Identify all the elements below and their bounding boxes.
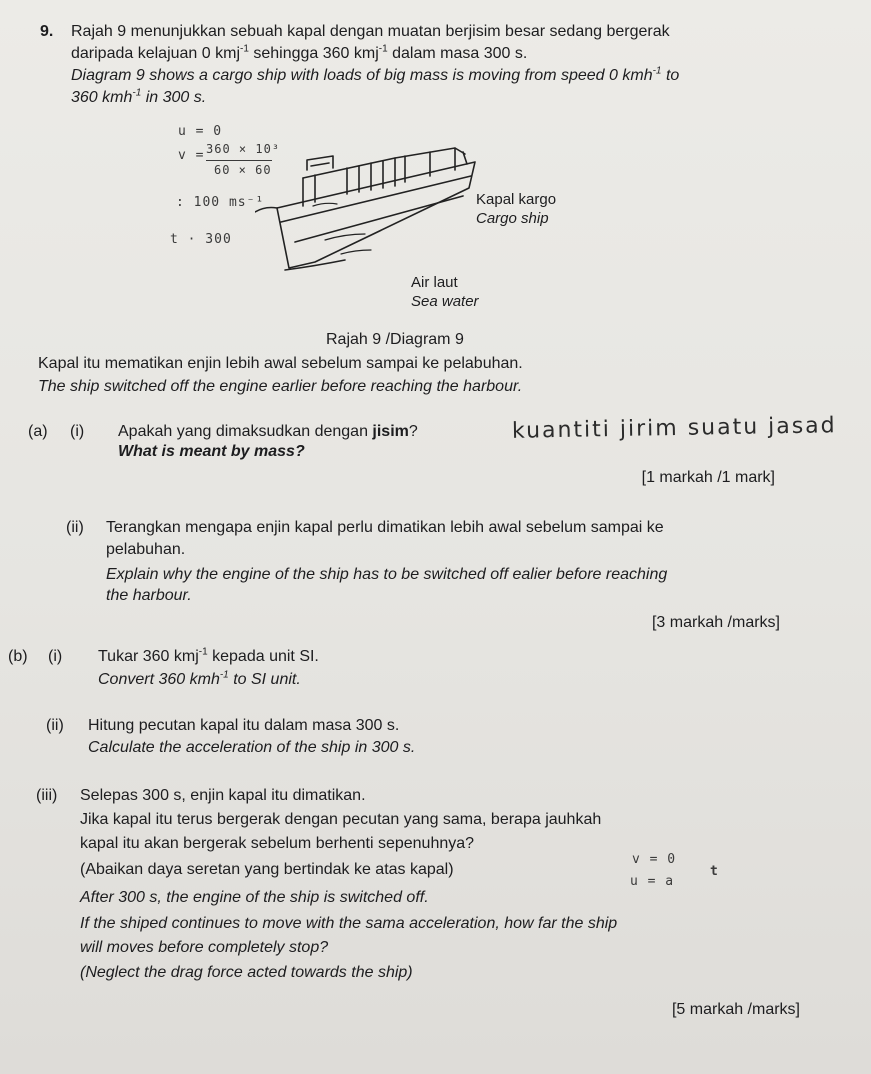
context-malay: Kapal itu mematikan enjin lebih awal sebelum sampai ke pelabuhan.	[38, 355, 523, 372]
part-b-iii-marks: [5 markah /marks]	[671, 1001, 800, 1018]
intro-malay-line-2: daripada kelajuan 0 kmj$^{-1}$ sehingga 360 kmj$^{-1}$ dalam masa 300 s.	[71, 43, 528, 62]
part-b-iii-malay-1: Selepas 300 s, enjin kapal itu dimatikan.	[80, 787, 366, 804]
part-a-ii-english-1: Explain why the engine of the ship has to be switched off ealier before reaching	[106, 566, 668, 583]
part-b-iii-label: (iii)	[36, 787, 58, 804]
part-b-ii-english: Calculate the acceleration of the ship in 300 s.	[88, 739, 416, 756]
handwritten-v-zero: v = 0	[632, 852, 677, 867]
part-a-i-label: (i)	[70, 423, 85, 440]
part-b-ii-label: (ii)	[46, 717, 64, 734]
part-b-i-english: Convert 360 kmh$^{-1}$ to SI unit.	[98, 669, 301, 688]
diagram-caption: Rajah 9 /Diagram 9	[326, 331, 464, 348]
handwritten-v-denominator: 60 × 60	[214, 163, 272, 177]
part-a-i-english: What is meant by mass?	[118, 443, 305, 460]
part-a-ii-malay-1: Terangkan mengapa enjin kapal perlu dimatikan lebih awal sebelum sampai ke	[106, 519, 664, 536]
part-b-iii-english-2: If the shiped continues to move with the sama acceleration, how far the ship	[80, 915, 618, 932]
part-b-iii-english-4: (Neglect the drag force acted towards the ship)	[80, 964, 413, 981]
part-b-i-label: (i)	[48, 648, 63, 665]
handwritten-answer-mass: kuantiti jirim suatu jasad	[511, 413, 837, 444]
handwritten-u-equals-a: u = a	[630, 874, 675, 889]
handwritten-t: t	[710, 864, 719, 879]
part-b-iii-malay-4: (Abaikan daya seretan yang bertindak ke atas kapal)	[80, 861, 454, 878]
context-english: The ship switched off the engine earlier before reaching the harbour.	[38, 378, 523, 395]
question-number: 9.	[40, 23, 54, 40]
part-a-ii-label: (ii)	[66, 519, 84, 536]
part-b-iii-malay-3: kapal itu akan bergerak sebelum berhenti sepenuhnya?	[80, 835, 475, 852]
intro-malay-line-1: Rajah 9 menunjukkan sebuah kapal dengan muatan berjisim besar sedang bergerak	[71, 23, 670, 40]
label-cargo-ship-english: Cargo ship	[476, 210, 549, 227]
handwritten-u-equals-zero: u = 0	[178, 124, 223, 139]
part-b-ii-malay: Hitung pecutan kapal itu dalam masa 300 s.	[88, 717, 400, 734]
part-b-iii-english-1: After 300 s, the engine of the ship is switched off.	[80, 889, 429, 906]
part-b-label: (b)	[8, 648, 28, 665]
part-a-i-malay: Apakah yang dimaksudkan dengan jisim?	[118, 423, 418, 440]
label-sea-water-malay: Air laut	[411, 274, 458, 291]
handwritten-v-result: : 100 ms⁻¹	[176, 195, 265, 210]
intro-english-line-1: Diagram 9 shows a cargo ship with loads of big mass is moving from speed 0 kmh$^{-1}$ to	[71, 65, 680, 84]
part-a-label: (a)	[28, 423, 48, 440]
cargo-ship-illustration	[255, 130, 485, 280]
handwritten-v-prefix: v =	[178, 148, 205, 163]
part-a-ii-english-2: the harbour.	[106, 587, 192, 604]
intro-english-line-2: 360 kmh$^{-1}$ in 300 s.	[71, 87, 207, 106]
part-a-ii-marks: [3 markah /marks]	[651, 614, 780, 631]
part-a-i-marks: [1 markah /1 mark]	[641, 469, 775, 486]
label-sea-water-english: Sea water	[411, 293, 479, 310]
handwritten-v-numerator: 360 × 10³	[206, 142, 281, 156]
part-b-i-malay: Tukar 360 kmj$^{-1}$ kepada unit SI.	[98, 646, 319, 665]
handwritten-time: t · 300	[170, 232, 232, 247]
part-b-iii-english-3: will moves before completely stop?	[80, 939, 329, 956]
part-b-iii-malay-2: Jika kapal itu terus bergerak dengan pecutan yang sama, berapa jauhkah	[80, 811, 602, 828]
part-a-ii-malay-2: pelabuhan.	[106, 541, 186, 558]
label-cargo-ship-malay: Kapal kargo	[476, 191, 557, 208]
